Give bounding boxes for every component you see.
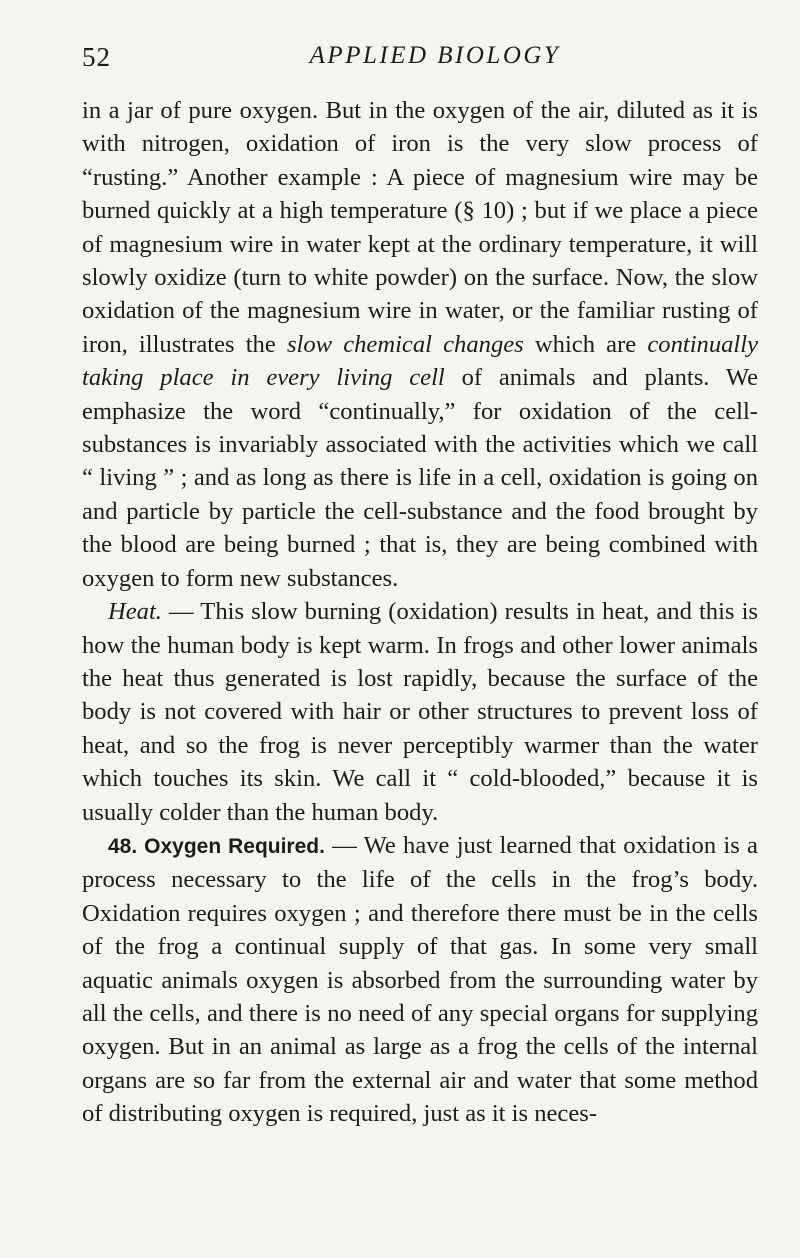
body-text: [82, 94, 758, 1131]
emphasis-continually-living-cell: continually taking place in every living cell: [82, 330, 759, 392]
paragraph-text: — We have just learned that oxidation is a process necessary to the life of the cells in the frog’s body. Oxidation requires oxygen ; and therefore there must be in the cells of the frog a continual supply of that gas. In some very small aquatic animals oxygen is absorbed from the surrounding water by all the cells, and there is no need of any special organs for supplying oxygen. But in an animal as large as a frog the cells of the internal organs are so far from the external air and water that some method of distributing oxygen is required, just as it is neces-: [82, 831, 758, 1128]
page-number: 52: [82, 42, 111, 72]
running-title: APPLIED BIOLOGY: [309, 42, 561, 69]
section-heading-oxygen-required: 48. Oxygen Required.: [108, 834, 325, 858]
paragraph-text: — This slow burning (oxidation) results in heat, and this is how the human body is kept warm. In frogs and other lower animals the heat thus generated is lost rapidly, because the surface of the body is not covered with hair or other structures to prevent loss of heat, and so the frog is never perceptibly warmer than the water which touches its skin. We call it “ cold-blooded,” because it is usually colder than the human body.: [82, 598, 758, 826]
paragraph-text: in a jar of pure oxygen. But in the oxygen of the air, diluted as it is with nitrogen, oxidation of iron is the very slow process of “rusting.” Another example : A piece of magnesium wire may be burned quickly at a high temperature (§ 10) ; but if we place a piece of magnesium wire in water kept at the ordinary temperature, it will slowly oxidize (turn to white powder) on the surface. Now, the slow oxidation of the magnesium wire in water, or the familiar rusting of iron, illustrates the: [82, 97, 758, 358]
emphasis-slow-chemical-changes: slow chemical changes: [286, 330, 524, 358]
section-48: [82, 829, 758, 1131]
paragraph-heat: [82, 595, 758, 829]
run-in-heading-heat: Heat.: [108, 598, 162, 626]
running-head: [82, 42, 758, 82]
paragraph-text: which are: [523, 330, 648, 358]
paragraph-text: of animals and plants. We emphasize the word “continually,” for oxidation of the cell-substances is invariably associated with the activities which we call “ living ” ; and as long as there is life in a cell, oxidation is going on and particle by particle the cell-substance and the food brought by the blood are being burned ; that is, they are being combined with oxygen to form new substances.: [82, 364, 758, 592]
paragraph-oxidation: [82, 94, 758, 595]
